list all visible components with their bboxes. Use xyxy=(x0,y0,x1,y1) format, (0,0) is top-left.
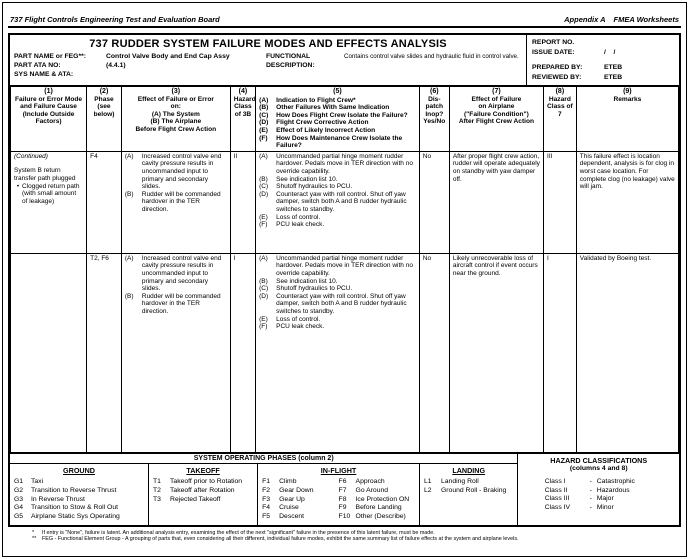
header-7-line1: Effect of Failure xyxy=(471,95,522,103)
hazard-class-sep: - xyxy=(589,486,592,494)
item-label: (A) xyxy=(124,254,134,262)
header-3-line3: (A) The System xyxy=(151,110,200,118)
cell-effects xyxy=(121,253,230,452)
footnotes xyxy=(32,530,681,543)
header-5-item xyxy=(259,119,416,127)
phase-text: Descent xyxy=(279,512,305,520)
phase-item xyxy=(339,478,415,487)
item-text: See indication list 10. xyxy=(276,277,338,285)
effect-item xyxy=(125,153,227,191)
phase-item xyxy=(339,496,415,505)
phase-text: Approach xyxy=(355,478,385,486)
cell-effect-after: Likely unrecoverable loss of aircraft control if event occurs near the ground. xyxy=(449,253,543,452)
item-text: Rudder will be commanded hardover in the TER direction. xyxy=(141,190,221,213)
item-text: Other Failures With Same Indication xyxy=(276,104,390,112)
page-header xyxy=(8,15,681,28)
header-3-line1: Effect of Failure or Error xyxy=(137,95,214,103)
item-label: (D) xyxy=(259,190,269,198)
scan-frame xyxy=(2,2,687,557)
part-name-label: PART NAME or FEG**: xyxy=(14,53,86,60)
header-9-num: (9) xyxy=(623,88,632,95)
indication-item xyxy=(259,278,416,286)
operating-phases-box xyxy=(10,454,518,525)
hazard-class-desc: Major xyxy=(596,495,614,503)
item-text: Loss of control. xyxy=(276,315,321,323)
phase-code: T3 xyxy=(153,495,161,503)
page-header-left: 737 Flight Controls Engineering Test and Evaluation Board xyxy=(10,15,220,24)
phase-text: Go Around xyxy=(355,486,389,494)
cell-failure-mode xyxy=(11,253,87,452)
header-indications xyxy=(256,87,420,152)
part-ata-label: PART ATA NO: xyxy=(14,62,61,69)
phase-text: In Reverse Thrust xyxy=(31,495,85,503)
reviewed-by-label: REVIEWED BY: xyxy=(532,73,582,81)
phase-text: Rejected Takeoff xyxy=(170,495,221,503)
failure-bullet-text: Clogged return path (with small amount of leakage) xyxy=(22,182,80,205)
phase-item xyxy=(14,487,144,496)
header-hazard-3b xyxy=(230,87,255,152)
item-label: (F) xyxy=(259,134,268,142)
inflight-grid xyxy=(262,478,415,521)
phase-column-ground xyxy=(10,464,149,525)
item-label: (E) xyxy=(259,126,268,134)
sys-name-line xyxy=(14,70,522,79)
item-label: (B) xyxy=(259,175,268,183)
phase-text: Cruise xyxy=(279,504,299,512)
report-no-label: REPORT NO. xyxy=(532,39,575,46)
header-effect xyxy=(121,87,230,152)
hazard-class-name: Class II xyxy=(544,486,568,494)
phase-column-landing xyxy=(420,464,517,525)
header-3-line4: (B) The Airplane xyxy=(150,118,202,126)
cell-hazard-7: I xyxy=(544,253,577,452)
phase-code: L2 xyxy=(423,486,432,494)
phase-item xyxy=(339,504,415,513)
item-label: (B) xyxy=(124,292,134,300)
header-5-items xyxy=(259,97,416,150)
hazard-class-name: Class I xyxy=(544,477,566,485)
phase-text: Gear Down xyxy=(279,486,314,494)
item-label: (A) xyxy=(259,152,268,160)
cell-dispatch: No xyxy=(419,151,449,253)
item-label: (B) xyxy=(124,190,134,198)
hazard-class-item xyxy=(545,487,653,496)
issue-date-line xyxy=(532,48,674,58)
functional-label-line1: FUNCTIONAL xyxy=(266,53,311,60)
header-1-num: (1) xyxy=(44,88,53,95)
hazard-class-name: Class III xyxy=(544,495,570,503)
hazard-class-desc: Hazardous xyxy=(596,486,630,494)
phase-item xyxy=(153,487,253,496)
page-header-right: Appendix A FMEA Worksheets xyxy=(564,15,679,24)
worksheet-sheet xyxy=(8,33,681,527)
header-8-num: (8) xyxy=(555,88,565,95)
phase-code: G1 xyxy=(14,478,24,486)
bullet-icon: • xyxy=(16,182,20,190)
issue-date-label: ISSUE DATE: xyxy=(532,48,575,56)
phase-item xyxy=(153,478,253,487)
phase-code: L1 xyxy=(423,478,432,486)
header-7-line3: ("Failure Condition") xyxy=(463,110,529,118)
header-4-num: (4) xyxy=(238,88,248,95)
phase-column-inflight xyxy=(258,464,420,525)
phase-text: Transition to Stow & Roll Out xyxy=(31,504,119,512)
item-text: Shutoff hydraulics to PCU. xyxy=(276,285,353,293)
fmea-header-row xyxy=(11,87,679,152)
phase-code: F9 xyxy=(338,504,347,512)
item-text: PCU leak check. xyxy=(276,221,325,229)
header-remarks xyxy=(576,87,678,152)
indication-item xyxy=(259,176,416,184)
indication-item xyxy=(259,293,416,316)
title-block xyxy=(10,35,679,86)
cell-effect-after: After proper flight crew action, rudder will operate adequately on standby with yaw damper off. xyxy=(449,151,543,253)
hazard-class-name: Class IV xyxy=(544,503,571,511)
item-text: Increased control valve end cavity pressure results in uncommanded input to primary and secondary slides. xyxy=(141,254,222,293)
header-6-line2: patch xyxy=(425,103,444,111)
effect-item xyxy=(125,255,227,293)
item-text: See indication list 10. xyxy=(276,175,338,183)
prepared-by-label: PREPARED BY: xyxy=(532,64,583,71)
header-dispatch xyxy=(419,87,449,152)
header-5-num: (5) xyxy=(333,88,342,95)
functional-description-spacer xyxy=(344,61,522,70)
indication-item xyxy=(259,323,416,331)
hazard-box-title: HAZARD CLASSIFICATIONS xyxy=(550,455,648,465)
item-text: Counteract yaw with roll control. Shut off yaw damper, switch both A and B rudder hydraulic switches to standby. xyxy=(276,292,407,315)
phase-code: F4 xyxy=(262,504,271,512)
phase-text: Gear Up xyxy=(279,495,305,503)
inflight-title: IN-FLIGHT xyxy=(320,465,357,475)
phase-item xyxy=(424,487,513,496)
hazard-classifications-box xyxy=(518,454,679,525)
indication-item xyxy=(259,221,416,229)
hazard-class-desc: Catastrophic xyxy=(596,477,635,485)
footnote-text: If entry is "None", failure is latent. An additional analysis entry, examining the effect of the next "significant" failure in the presence of this latent failure, must be made. xyxy=(42,529,435,536)
header-phase xyxy=(87,87,122,152)
reviewed-by-line xyxy=(532,73,674,83)
item-label: (E) xyxy=(259,315,268,323)
phase-code: F2 xyxy=(262,486,271,494)
phase-item xyxy=(14,478,144,487)
item-label: (C) xyxy=(259,285,269,293)
phase-text: Other (Describe) xyxy=(355,512,406,520)
item-label: (E) xyxy=(259,213,268,221)
cell-remarks: This failure effect is location dependent, analysis is for clog in worst case location. For complete clog (no leakage) valve will jam. xyxy=(576,151,678,253)
item-text: Flight Crew Corrective Action xyxy=(276,119,369,127)
hazard-class-sep: - xyxy=(589,503,592,511)
phase-text: Takeoff prior to Rotation xyxy=(170,478,243,486)
item-text: Loss of control. xyxy=(276,213,321,221)
functional-description-value: Contains control valve slides and hydraulic fluid in control valve. xyxy=(344,53,519,60)
hazard-class-sep: - xyxy=(589,495,592,503)
phase-item xyxy=(339,487,415,496)
indication-item xyxy=(259,255,416,278)
fmea-table xyxy=(10,86,679,453)
header-4-text: Hazard Class of 3B xyxy=(233,95,256,118)
landing-title: LANDING xyxy=(452,465,486,475)
cell-phase: F4 xyxy=(87,151,122,253)
fmea-row xyxy=(11,151,679,253)
phase-item xyxy=(14,513,144,522)
phase-code: F7 xyxy=(338,486,347,494)
header-6-num: (6) xyxy=(430,88,439,95)
item-text: Uncommanded partial hinge moment rudder hardover. Pedals move in TER direction with no override capability. xyxy=(276,152,413,175)
phase-item xyxy=(14,504,144,513)
prepared-by-line xyxy=(532,63,674,73)
part-ata-line xyxy=(14,61,522,70)
failure-title: System B return transfer path plugged xyxy=(14,167,76,182)
header-9-text: Remarks xyxy=(613,95,642,103)
report-no-line xyxy=(532,38,674,48)
phase-item xyxy=(262,504,338,513)
phase-code: G4 xyxy=(14,504,24,512)
hazard-class-item xyxy=(545,478,653,487)
header-7-line2: on Airplane xyxy=(478,103,515,111)
phase-text: Taxi xyxy=(31,478,44,486)
item-label: (F) xyxy=(259,323,268,331)
effect-item xyxy=(125,293,227,316)
indication-item xyxy=(259,316,416,324)
continued-note: (Continued) xyxy=(14,152,48,160)
phase-item xyxy=(262,487,338,496)
phase-text: Airplane Static Sys Operating xyxy=(31,512,120,520)
item-label: (B) xyxy=(259,104,269,112)
header-5-item xyxy=(259,135,416,150)
header-2-num: (2) xyxy=(99,88,109,95)
inflight-sub-a xyxy=(262,478,338,521)
title-block-left xyxy=(10,35,527,85)
phase-text: Takeoff after Rotation xyxy=(170,486,235,494)
part-name-line xyxy=(14,52,522,61)
hazard-class-desc: Minor xyxy=(596,503,614,511)
header-5-item xyxy=(259,97,416,105)
cell-hazard-3b: II xyxy=(230,151,255,253)
phase-item xyxy=(339,513,415,522)
indication-item xyxy=(259,191,416,214)
header-1-text: Failure or Error Mode and Failure Cause (Include Outside Factors) xyxy=(15,95,83,126)
header-failure-mode xyxy=(11,87,87,152)
cell-hazard-3b: I xyxy=(230,253,255,452)
indication-item xyxy=(259,153,416,176)
header-5-item xyxy=(259,104,416,112)
phase-code: F6 xyxy=(338,478,347,486)
cell-indications xyxy=(256,151,420,253)
sys-name-label: SYS NAME & ATA: xyxy=(14,71,74,78)
phase-text: Climb xyxy=(279,478,297,486)
phase-text: Transition to Reverse Thrust xyxy=(31,486,117,494)
cell-hazard-7: III xyxy=(544,151,577,253)
header-5-item xyxy=(259,127,416,135)
header-7-line4: After Flight Crew Action xyxy=(458,118,535,126)
reviewed-by-value: ETEB xyxy=(604,73,623,81)
header-hazard-7 xyxy=(544,87,577,152)
header-5-item xyxy=(259,112,416,120)
item-label: (D) xyxy=(259,292,269,300)
item-text: Uncommanded partial hinge moment rudder hardover. Pedals move in TER direction with no override capability. xyxy=(276,254,413,277)
cell-phase: T2, F6 xyxy=(87,253,122,452)
phase-code: T2 xyxy=(153,486,161,494)
fmea-row xyxy=(11,253,679,452)
phase-column-takeoff xyxy=(149,464,258,525)
hazard-class-sep: - xyxy=(589,477,592,485)
phase-item xyxy=(14,496,144,505)
part-ata-value: (4.4.1) xyxy=(106,62,126,69)
header-3-num: (3) xyxy=(171,88,181,95)
phase-item xyxy=(262,478,338,487)
item-label: (C) xyxy=(259,111,269,119)
header-6-line1: Dis- xyxy=(428,95,441,103)
cell-dispatch: No xyxy=(419,253,449,452)
phases-section xyxy=(10,453,679,525)
hazard-class-item xyxy=(545,495,653,504)
phase-code: F1 xyxy=(262,478,271,486)
footnote xyxy=(32,536,681,542)
indication-item xyxy=(259,285,416,293)
header-3-line5: Before Flight Crew Action xyxy=(135,125,217,133)
item-label: (F) xyxy=(259,221,268,229)
item-text: Rudder will be commanded hardover in the TER direction. xyxy=(141,292,221,315)
phase-code: F5 xyxy=(262,512,271,520)
item-label: (B) xyxy=(259,277,268,285)
ground-title: GROUND xyxy=(63,465,95,475)
item-text: Indication to Flight Crew* xyxy=(276,96,356,104)
part-name-value: Control Valve Body and End Cap Assy xyxy=(106,53,230,60)
item-text: Increased control valve end cavity pressure results in uncommanded input to primary and secondary slides. xyxy=(141,152,222,191)
item-label: (A) xyxy=(124,152,134,160)
item-label: (A) xyxy=(259,96,269,104)
item-text: Counteract yaw with roll control. Shut off yaw damper, switch both A and B rudder hydraulic switches to standby. xyxy=(276,190,407,213)
phase-item xyxy=(424,478,513,487)
header-2-text: Phase (see below) xyxy=(93,95,115,118)
phase-code: G3 xyxy=(14,495,24,503)
phase-columns xyxy=(10,464,517,525)
item-text: How Does Flight Crew Isolate the Failure? xyxy=(276,111,408,119)
phase-text: Ground Roll - Braking xyxy=(440,486,507,494)
header-6-line4: Yes/No xyxy=(423,118,446,126)
item-text: Shutoff hydraulics to PCU. xyxy=(276,183,353,191)
footnote-mark: * xyxy=(32,529,35,536)
hazard-box-subtitle: (columns 4 and 8) xyxy=(569,465,628,473)
header-8-text: Hazard Class of 7 xyxy=(547,95,573,118)
phase-text: Before Landing xyxy=(355,504,402,512)
header-6-line3: Inop? xyxy=(425,110,444,118)
phase-item xyxy=(262,513,338,522)
phase-code: G2 xyxy=(14,486,24,494)
phase-text: Landing Roll xyxy=(440,478,479,486)
failure-bullet-line xyxy=(14,183,83,206)
item-label: (A) xyxy=(259,254,268,262)
issue-date-value: / / xyxy=(604,48,616,56)
header-3-line2: on: xyxy=(170,103,181,111)
inflight-sub-b xyxy=(339,478,415,521)
footnote-mark: ** xyxy=(32,536,37,543)
indication-item xyxy=(259,183,416,191)
header-7-num: (7) xyxy=(492,88,501,95)
item-text: Effect of Likely Incorrect Action xyxy=(276,126,376,134)
report-box xyxy=(527,35,679,85)
phases-header: SYSTEM OPERATING PHASES (column 2) xyxy=(10,454,517,464)
takeoff-title: TAKEOFF xyxy=(186,465,220,475)
phase-code: G5 xyxy=(14,512,24,520)
cell-remarks: Validated by Boeing test. xyxy=(576,253,678,452)
cell-effects xyxy=(121,151,230,253)
phase-item xyxy=(153,496,253,505)
footnote-text: FEG - Functional Element Group - A grouping of parts that, even considering all their different, individual failure modes, exhibit the same summary list of failure effects at the system and airplane levels. xyxy=(42,536,519,543)
header-effect-after xyxy=(449,87,543,152)
phase-code: F8 xyxy=(338,495,347,503)
item-text: PCU leak check. xyxy=(276,323,325,331)
item-text: How Does Maintenance Crew Isolate the Failure? xyxy=(276,134,403,150)
indication-item xyxy=(259,214,416,222)
phase-code: F10 xyxy=(338,512,351,520)
item-label: (D) xyxy=(259,119,269,127)
hazard-class-item xyxy=(545,504,653,513)
prepared-by-value: ETEB xyxy=(604,64,623,71)
cell-failure-mode xyxy=(11,151,87,253)
worksheet-title: 737 RUDDER SYSTEM FAILURE MODES AND EFFECTS ANALYSIS xyxy=(89,38,447,50)
functional-label-line2: DESCRIPTION: xyxy=(266,62,315,69)
cell-indications xyxy=(256,253,420,452)
item-label: (C) xyxy=(259,183,269,191)
phase-item xyxy=(262,496,338,505)
phase-code: F3 xyxy=(262,495,271,503)
hazard-class-list xyxy=(545,478,653,512)
effect-item xyxy=(125,191,227,214)
phase-code: T1 xyxy=(153,478,161,486)
phase-text: Ice Protection ON xyxy=(355,495,410,503)
